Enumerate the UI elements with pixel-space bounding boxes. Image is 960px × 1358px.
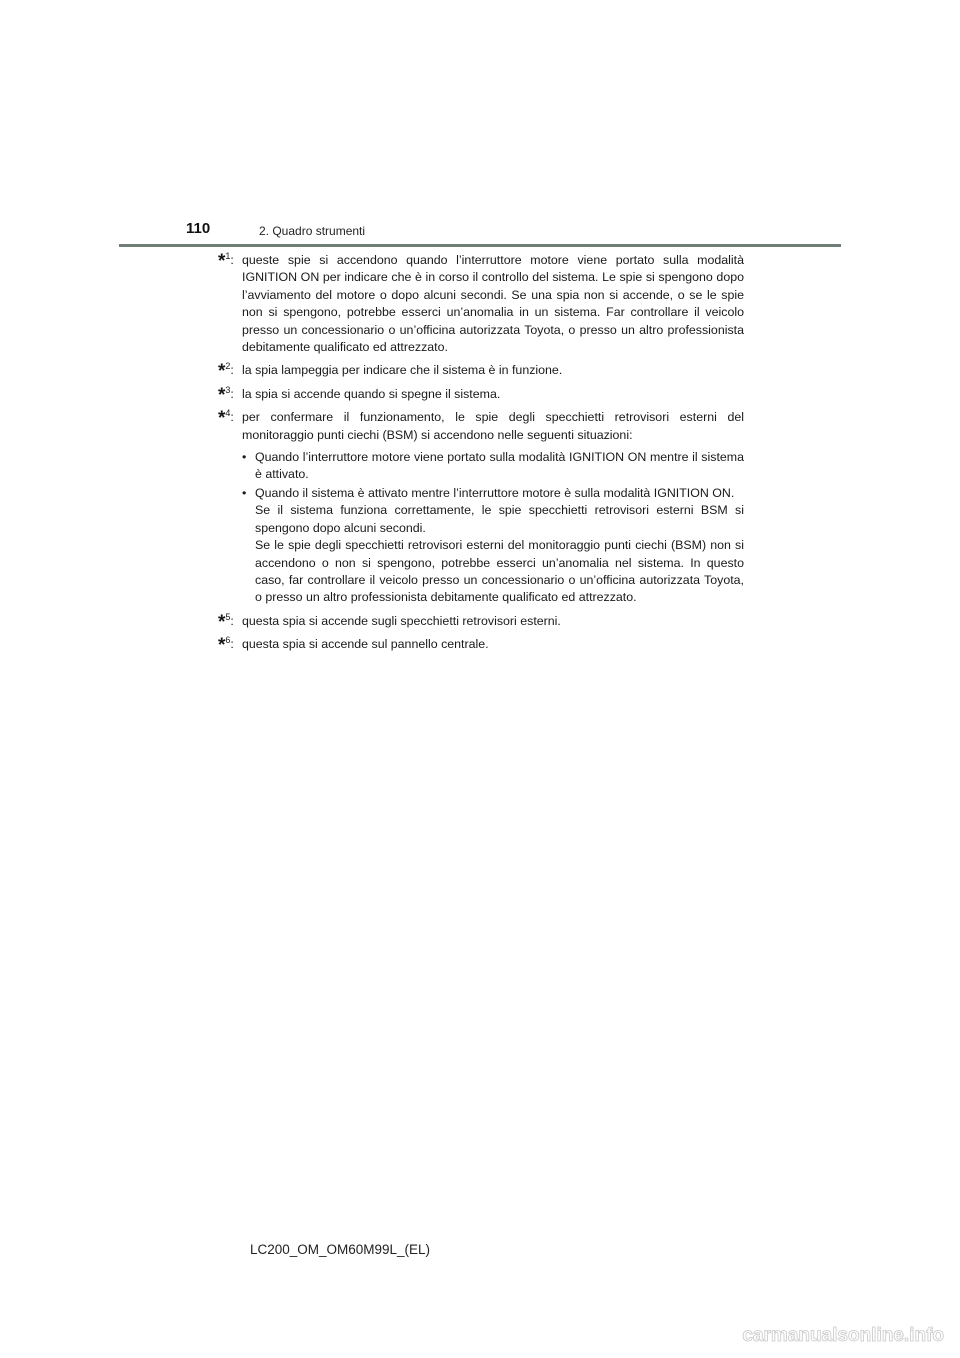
watermark-text: carmanualsonline.info [742,1325,944,1346]
asterisk-icon: * [218,361,226,383]
list-item-text: Quando il sistema è attivato mentre l’interruttore motore è sulla modalità IGNITION ON. [255,485,735,500]
asterisk-icon: * [218,611,226,633]
header-divider [119,244,841,247]
footnote-4 [218,409,744,606]
bullet-icon: • [242,485,247,500]
footnote-marker: *$^6$: [218,635,234,657]
footnote-text: queste spie si accendono quando l’interruttore motore viene portato sulla modalità IGNITION ON per indicare che è in corso il controllo del sistema. Le spie si spengono dopo l’avviamento del motore o dopo alcuni secondi. Se una spia non si accende, o se le spie non si spengono, potrebbe esserci un’anomalia in un sistema. Far controllare il veicolo presso un concessionario o un’officina autorizzata Toyota, o presso un altro professionista debitamente qualificato ed attrezzato. [242,253,744,355]
asterisk-icon: * [218,384,226,406]
list-item [242,485,744,607]
footnote-3 [218,384,744,406]
list-item-paragraph: Se le spie degli specchietti retrovisori esterni del monitoraggio punti ciechi (BSM) non si accendono o non si spengono, potrebbe esserci un’anomalia nel sistema. In questo caso, far controllare il veicolo presso un concessionario o un’officina autorizzata Toyota, o presso un altro professionista debitamente qualificato ed attrezzato. [255,538,744,605]
footnote-text: questa spia si accende sul pannello centrale. [242,637,489,652]
footnote-text: per confermare il funzionamento, le spie degli specchietti retrovisori esterni del monitoraggio punti ciechi (BSM) si accendono nelle seguenti situazioni: [242,410,744,442]
footnote-marker: *$^1$: [218,250,234,272]
list-item [242,449,744,484]
footnote-2 [218,361,744,383]
asterisk-icon: * [218,635,226,657]
footnote-text: la spia lampeggia per indicare che il sistema è in funzione. [242,363,563,378]
list-item-text: Quando l’interruttore motore viene portato sulla modalità IGNITION ON mentre il sistema è attivato. [255,450,744,482]
watermark-logo [716,1316,946,1350]
document-code: LC200_OM_OM60M99L_(EL) [249,1242,431,1257]
footnote-text: la spia si accende quando si spegne il sistema. [242,386,501,401]
footnotes-list [218,252,744,660]
asterisk-icon: * [218,251,226,272]
footnote-marker: *$^5$: [218,611,234,633]
footnote-1 [218,252,744,356]
footnote-marker: *$^3$: [218,384,234,406]
section-title: 2. Quadro strumenti [259,224,366,238]
footnote-marker: *$^4$: [218,408,234,430]
footnote-marker: *$^2$: [218,361,234,383]
bullet-icon: • [242,450,247,465]
footnote-text: questa spia si accende sugli specchietti retrovisori esterni. [242,613,561,628]
asterisk-icon: * [218,408,226,430]
page-number: 110 [186,220,211,237]
list-item-paragraph: Se il sistema funziona correttamente, le spie specchietti retrovisori esterni BSM si spengono dopo alcuni secondi. [255,503,744,535]
footnote-5 [218,611,744,633]
footnote-6 [218,635,744,657]
bullet-list [242,449,744,607]
